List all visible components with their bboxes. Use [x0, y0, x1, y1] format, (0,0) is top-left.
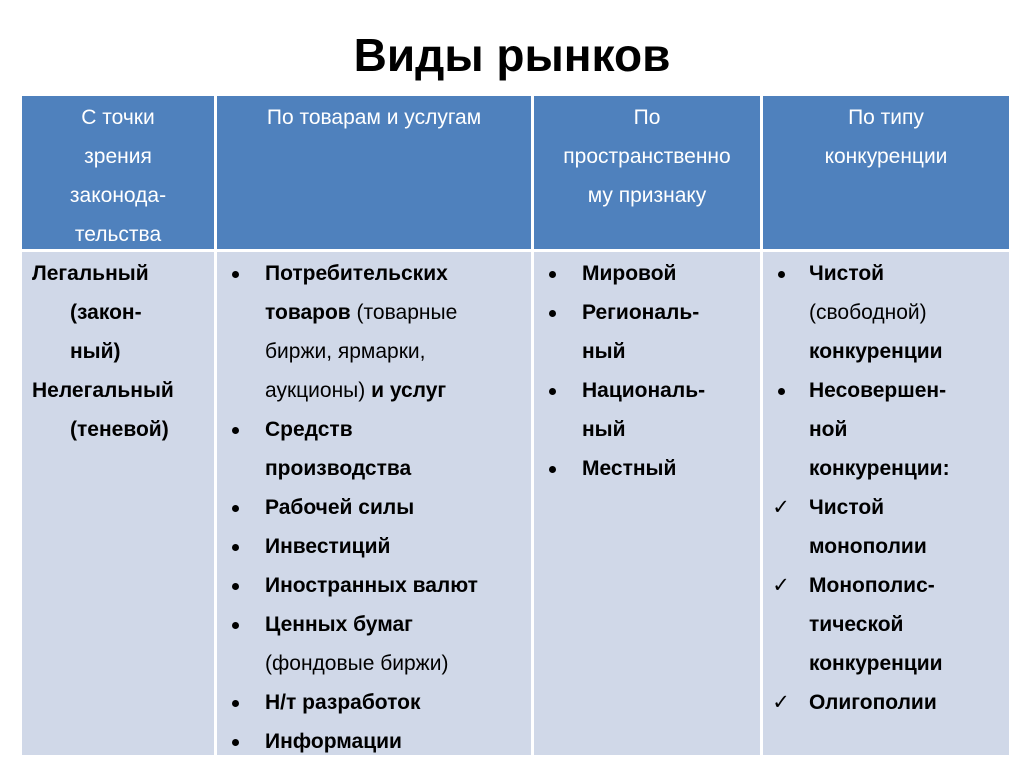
item-line: конкуренции — [809, 340, 943, 363]
header-line: По товарам и услугам — [266, 106, 482, 129]
item-line: ной — [809, 418, 848, 441]
bullet-icon — [542, 254, 562, 293]
header-competition — [763, 96, 1009, 249]
item-bold: Средств производства — [265, 418, 412, 480]
cell-spatial — [534, 252, 760, 755]
header-line: му признаку — [587, 184, 707, 207]
checkmark-icon: ✓ — [772, 691, 790, 714]
bullet-icon — [771, 254, 791, 293]
bullet-icon — [225, 722, 245, 761]
bullet-icon — [225, 683, 245, 722]
header-line: С точки — [81, 106, 155, 129]
item-note: (фондовые биржи) — [265, 652, 449, 675]
bullet-icon — [542, 371, 562, 410]
header-line: По типу — [848, 106, 924, 129]
bullet-icon — [225, 605, 245, 644]
header-line: законода- — [69, 184, 167, 207]
item-bold-suffix: и услуг — [365, 379, 447, 402]
item-line: Региональ- — [582, 301, 700, 324]
item-line: Мировой — [582, 262, 677, 285]
list-item — [217, 254, 531, 410]
item-bold: Инвестиций — [265, 535, 391, 558]
item-bold: Рабочей силы — [265, 496, 415, 519]
item-line: ный — [582, 340, 626, 363]
item-line: монополии — [809, 535, 927, 558]
markets-table — [22, 96, 1009, 755]
cell-goods-services — [217, 252, 531, 755]
item-bold: Потребительских товаров — [265, 262, 448, 324]
item-line: Местный — [582, 457, 677, 480]
checkmark-icon: ✓ — [772, 574, 790, 597]
item-line: ный — [582, 418, 626, 441]
item-line: тической — [809, 613, 904, 636]
list-item — [217, 605, 531, 683]
header-legislation — [22, 96, 214, 249]
list-item — [217, 683, 531, 722]
item-bold: Информации — [265, 730, 402, 753]
list-item — [763, 566, 1009, 683]
header-line: тельства — [74, 223, 162, 246]
list-item — [534, 371, 760, 449]
header-line: конкуренции — [824, 145, 948, 168]
header-line: пространственно — [563, 145, 731, 168]
illegal-market-note: (теневой) — [70, 418, 169, 441]
list-item — [763, 254, 1009, 371]
bullet-icon — [225, 410, 245, 449]
item-note: (товарные биржи, ярмарки, аукционы) — [265, 301, 458, 402]
list-item — [534, 254, 760, 293]
item-line: конкуренции — [809, 652, 943, 675]
legal-market-note: (закон- — [70, 301, 142, 324]
item-line: конкуренции: — [809, 457, 950, 480]
item-line: Националь- — [582, 379, 706, 402]
list-item — [534, 293, 760, 371]
item-note: (свободной) — [809, 301, 927, 324]
checkmark-icon: ✓ — [772, 496, 790, 519]
item-bold: Н/т разработок — [265, 691, 421, 714]
bullet-icon — [225, 254, 245, 293]
list-item — [217, 527, 531, 566]
header-line: По — [633, 106, 661, 129]
item-line: Чистой — [809, 496, 885, 519]
bullet-icon — [225, 527, 245, 566]
bullet-icon — [542, 293, 562, 332]
item-line: Чистой — [809, 262, 885, 285]
list-item — [763, 371, 1009, 488]
legal-market-note: ный) — [70, 340, 121, 363]
list-item — [763, 488, 1009, 566]
cell-legislation — [22, 252, 214, 755]
page-title: Виды рынков — [353, 29, 671, 81]
list-item — [217, 488, 531, 527]
list-item — [217, 410, 531, 488]
legal-market: Легальный — [32, 262, 149, 285]
header-goods-services — [217, 96, 531, 249]
item-line: Монополис- — [809, 574, 935, 597]
item-bold: Ценных бумаг — [265, 613, 413, 636]
item-line: Несовершен- — [809, 379, 947, 402]
cell-competition — [763, 252, 1009, 755]
list-item — [534, 449, 760, 488]
header-line: зрения — [84, 145, 152, 168]
item-bold: Иностранных валют — [265, 574, 478, 597]
item-line: Олигополии — [809, 691, 937, 714]
list-item — [217, 722, 531, 761]
illegal-market: Нелегальный — [32, 379, 174, 402]
list-item — [763, 683, 1009, 722]
list-item — [217, 566, 531, 605]
bullet-icon — [225, 566, 245, 605]
bullet-icon — [542, 449, 562, 488]
header-spatial — [534, 96, 760, 249]
bullet-icon — [225, 488, 245, 527]
bullet-icon — [771, 371, 791, 410]
